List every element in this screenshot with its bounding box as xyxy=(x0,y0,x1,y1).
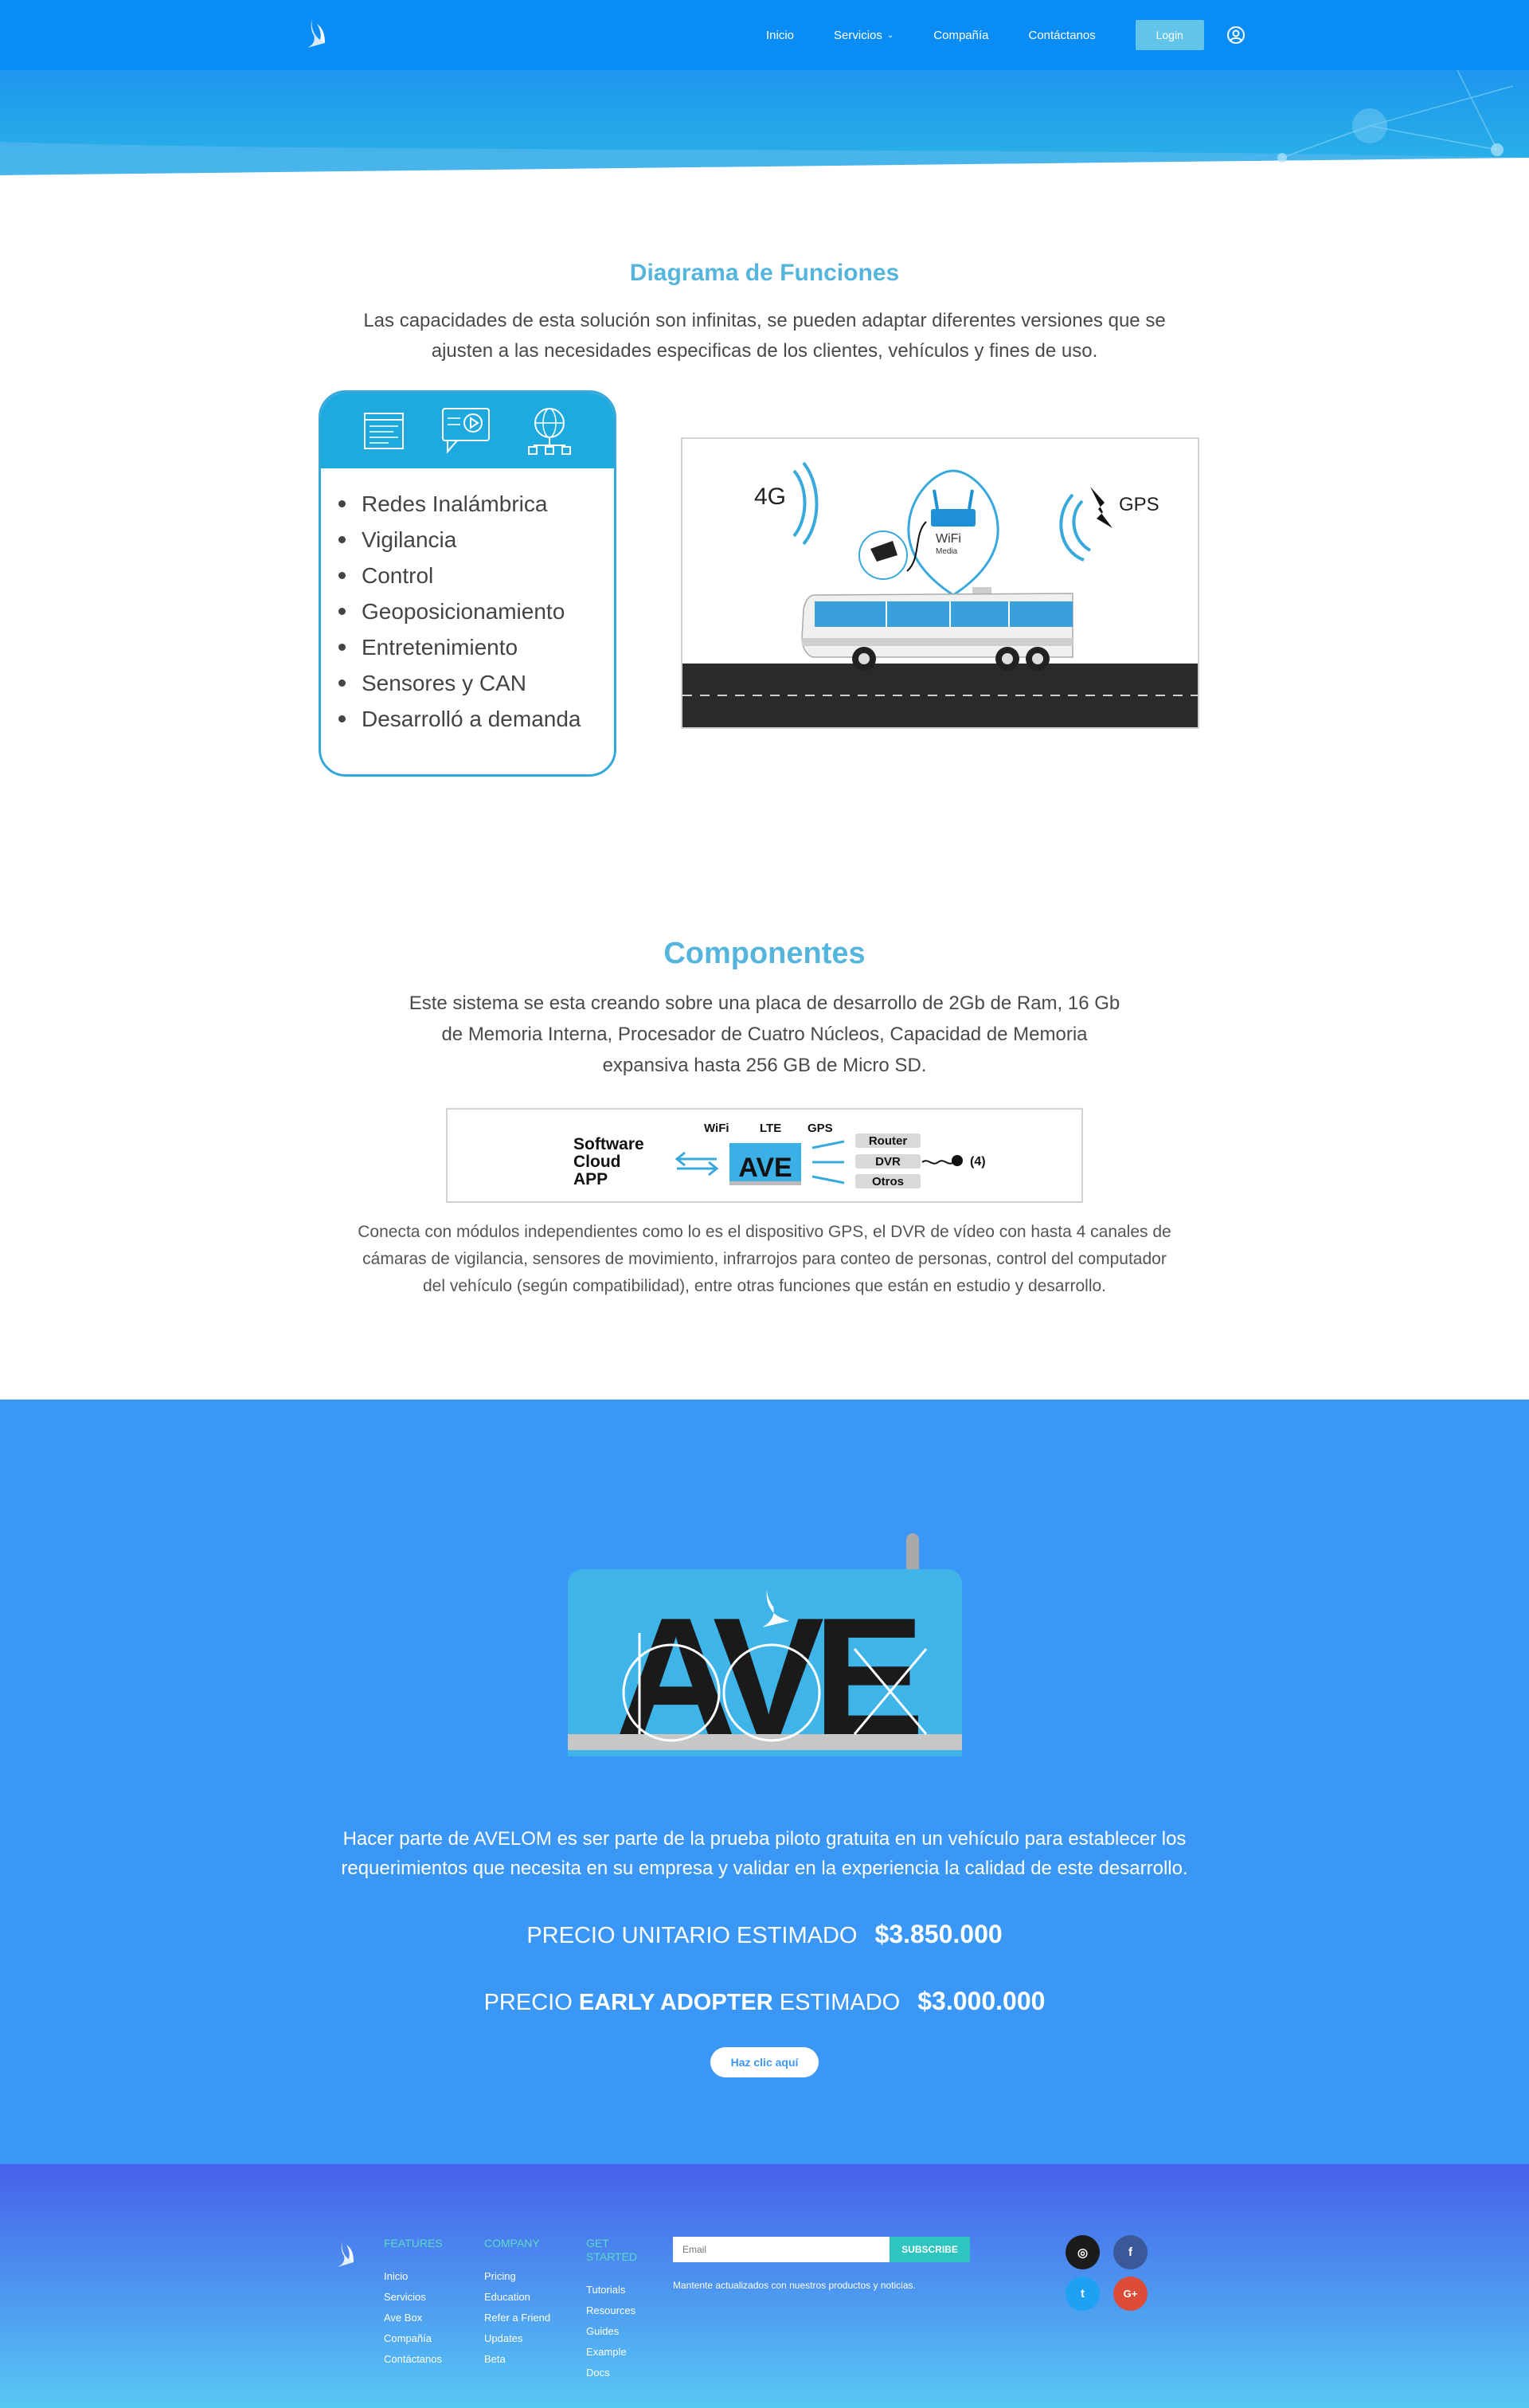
footer-link-servicios[interactable]: Servicios xyxy=(384,2291,426,2303)
fig-wifi: WiFi xyxy=(704,1122,729,1135)
footer-link-guides[interactable]: Guides xyxy=(586,2325,620,2337)
bird-logo-icon[interactable] xyxy=(334,2238,358,2270)
componentes-body-line2: cámaras de vigilancia, sensores de movimiento, infrarrojos para conteo de personas, control del computador xyxy=(362,1250,1167,1268)
price-early-prefix: PRECIO xyxy=(483,1990,573,2015)
footer-link-pricing[interactable]: Pricing xyxy=(484,2270,516,2282)
bus-functions-diagram xyxy=(681,437,1199,729)
list-item-label: Control xyxy=(362,563,434,588)
nav-compania[interactable]: Compañía xyxy=(933,28,989,42)
price-unit-row xyxy=(0,1920,1529,1949)
bullet-icon xyxy=(338,572,346,579)
satellite-icon xyxy=(1090,487,1113,528)
footer-link-docs[interactable]: Docs xyxy=(586,2367,610,2379)
list-item xyxy=(338,522,614,558)
footer-col-title: COMPANY xyxy=(484,2237,540,2249)
funciones-intro-line2: ajusten a las necesidades especificas de los clientes, vehículos y fines de uso. xyxy=(431,340,1098,362)
globe-network-icon xyxy=(526,405,573,456)
price-early-suffix: ESTIMADO xyxy=(779,1990,901,2015)
footer-link-ave-box[interactable]: Ave Box xyxy=(384,2312,423,2324)
video-chat-icon xyxy=(440,405,492,456)
bullet-icon xyxy=(338,679,346,687)
funciones-intro-line1: Las capacidades de esta solución son infinitas, se pueden adaptar diferentes versiones que se xyxy=(363,310,1166,331)
list-item xyxy=(338,486,614,522)
componentes-intro-line2: de Memoria Interna, Procesador de Cuatro Núcleos, Capacidad de Memoria xyxy=(441,1024,1088,1045)
fig-wifi-label: WiFi xyxy=(936,532,961,546)
components-diagram-graphic xyxy=(448,1110,1081,1201)
ave-box-device-illustration xyxy=(568,1533,962,1756)
list-item xyxy=(338,629,614,665)
footer-link-compania[interactable]: Compañía xyxy=(384,2332,432,2344)
offer-text-line1: Hacer parte de AVELOM es ser parte de la prueba piloto gratuita en un vehículo para establecer los xyxy=(342,1828,1187,1850)
hero-network-decoration xyxy=(0,70,1529,175)
fig-router: Router xyxy=(868,1134,908,1148)
price-early-row xyxy=(0,1987,1529,2016)
componentes-title: Componentes xyxy=(663,937,866,970)
router-icon xyxy=(931,509,976,527)
nav-contactanos[interactable]: Contáctanos xyxy=(1028,28,1096,42)
componentes-body xyxy=(311,1219,1218,1300)
fig-device: AVE xyxy=(738,1153,792,1183)
subscribe-button[interactable]: SUBSCRIBE xyxy=(890,2237,970,2262)
fig-gps: GPS xyxy=(808,1122,833,1135)
nav-inicio[interactable]: Inicio xyxy=(766,28,795,42)
list-item-label: Geoposicionamiento xyxy=(362,599,565,624)
footer-link-example[interactable]: Example xyxy=(586,2346,627,2358)
footer-link-inicio[interactable]: Inicio xyxy=(384,2270,409,2282)
functions-list xyxy=(321,468,614,737)
offer-text-line2: requerimientos que necesita en su empresa y validar en la experiencia la calidad de este desarrollo. xyxy=(341,1858,1188,1879)
componentes-intro xyxy=(366,988,1163,1081)
ave-box-logo-text: AVE xyxy=(615,1583,914,1756)
footer-link-beta[interactable]: Beta xyxy=(484,2353,506,2365)
footer-link-education[interactable]: Education xyxy=(484,2291,530,2303)
user-account-icon[interactable] xyxy=(1226,25,1245,45)
cta-button[interactable]: Haz clic aquí xyxy=(710,2047,819,2077)
login-button[interactable]: Login xyxy=(1136,20,1204,50)
bullet-icon xyxy=(338,644,346,651)
price-unit-label: PRECIO UNITARIO ESTIMADO xyxy=(526,1923,858,1948)
camera-icon xyxy=(952,1155,963,1166)
nav-servicios-label: Servicios xyxy=(834,28,882,42)
price-unit-value: $3.850.000 xyxy=(874,1920,1003,1948)
document-icon xyxy=(362,409,406,453)
fig-gps-label: GPS xyxy=(1119,494,1159,515)
footer-note: Mantente actualizados con nuestros productos y noticias. xyxy=(673,2280,916,2291)
list-item-label: Sensores y CAN xyxy=(362,671,526,695)
bus-graphic xyxy=(802,587,1073,671)
bullet-icon xyxy=(338,715,346,722)
footer-col-company xyxy=(484,2237,550,2370)
top-navbar xyxy=(0,0,1529,70)
bullet-icon xyxy=(338,608,346,615)
list-item-label: Redes Inalámbrica xyxy=(362,491,548,516)
list-item-label: Desarrolló a demanda xyxy=(362,707,581,731)
componentes-intro-line1: Este sistema se esta creando sobre una placa de desarrollo de 2Gb de Ram, 16 Gb xyxy=(409,993,1120,1014)
list-item-label: Vigilancia xyxy=(362,527,457,552)
fig-app: APP xyxy=(573,1170,608,1188)
footer-col-title-line2: STARTED xyxy=(586,2250,638,2263)
footer-col-title: FEATURES xyxy=(384,2237,443,2249)
bullet-icon xyxy=(338,500,346,507)
price-early-value: $3.000.000 xyxy=(917,1987,1046,2015)
offer-text xyxy=(287,1824,1242,1883)
fig-4g-label: 4G xyxy=(754,484,787,510)
footer-col-features xyxy=(384,2237,443,2370)
functions-card-header xyxy=(321,393,614,468)
componentes-intro-line3: expansiva hasta 256 GB de Micro SD. xyxy=(602,1055,927,1076)
componentes-body-line1: Conecta con módulos independientes como lo es el dispositivo GPS, el DVR de vídeo con hasta 4 canales de xyxy=(358,1223,1171,1241)
instagram-icon[interactable]: ◎ xyxy=(1066,2235,1100,2269)
fig-media-label: Media xyxy=(936,547,958,556)
funciones-intro xyxy=(287,306,1242,366)
footer-link-contactanos[interactable]: Contáctanos xyxy=(384,2353,442,2365)
fig-cloud: Cloud xyxy=(573,1153,621,1171)
components-diagram xyxy=(446,1108,1083,1203)
bird-logo-icon[interactable] xyxy=(303,16,331,51)
bullet-icon xyxy=(338,536,346,543)
chevron-down-icon: ⌄ xyxy=(886,30,894,40)
list-item xyxy=(338,701,614,737)
footer-col-title xyxy=(586,2237,637,2264)
google-plus-icon[interactable]: G+ xyxy=(1113,2277,1148,2311)
list-item-label: Entretenimiento xyxy=(362,635,518,660)
footer-link-refer[interactable]: Refer a Friend xyxy=(484,2312,551,2324)
bus-illustration xyxy=(682,439,1199,729)
funciones-title: Diagrama de Funciones xyxy=(629,260,900,286)
footer-col-title-line1: GET xyxy=(586,2237,609,2249)
price-early-bold: EARLY ADOPTER xyxy=(578,1990,773,2015)
fig-dvr: DVR xyxy=(875,1155,901,1169)
footer-col-get-started xyxy=(586,2237,637,2383)
footer-link-tutorials[interactable]: Tutorials xyxy=(586,2284,626,2296)
fig-cams: (4) xyxy=(970,1155,986,1169)
main-menu xyxy=(766,0,1245,70)
list-item xyxy=(338,665,614,701)
fig-software: Software xyxy=(573,1135,644,1153)
list-item xyxy=(338,558,614,593)
fig-lte: LTE xyxy=(760,1122,782,1135)
footer-link-updates[interactable]: Updates xyxy=(484,2332,523,2344)
nav-servicios[interactable] xyxy=(834,29,894,42)
price-early-label xyxy=(484,1990,901,2016)
hero-banner xyxy=(0,70,1529,175)
email-field[interactable] xyxy=(673,2237,890,2262)
list-item xyxy=(338,593,614,629)
componentes-body-line3: del vehículo (según compatibilidad), entre otras funciones que están en estudio y desarrollo. xyxy=(422,1277,1107,1295)
footer-link-resources[interactable]: Resources xyxy=(586,2304,636,2316)
facebook-icon[interactable]: f xyxy=(1113,2235,1148,2269)
twitter-icon[interactable]: t xyxy=(1066,2277,1100,2311)
fig-otros: Otros xyxy=(871,1175,905,1188)
functions-card xyxy=(319,390,616,777)
